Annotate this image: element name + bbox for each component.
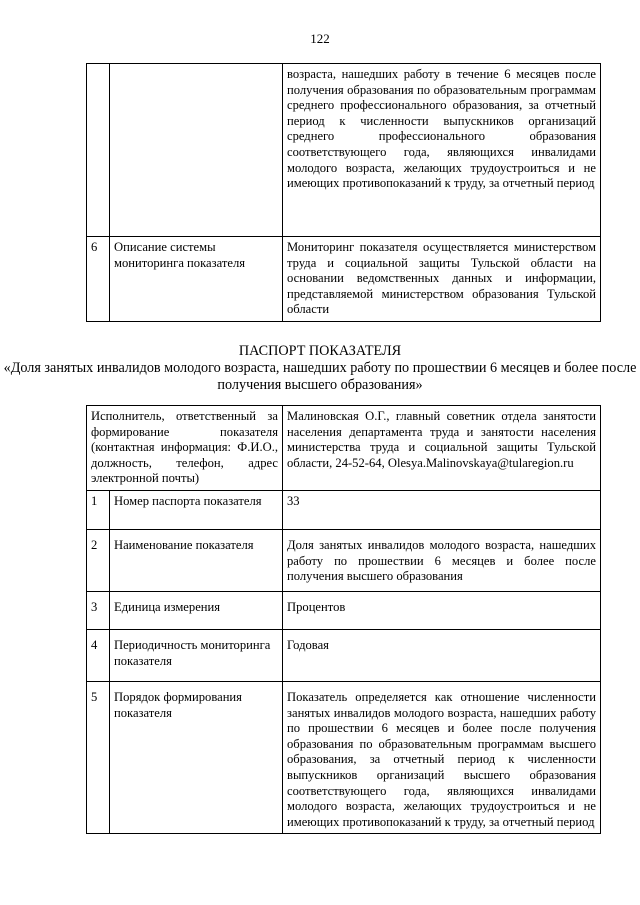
passport-table bbox=[86, 405, 601, 834]
row-label: Порядок формирования показателя bbox=[110, 681, 283, 833]
row-value: Процентов bbox=[283, 591, 601, 629]
table-row bbox=[87, 529, 601, 591]
row-label: Единица измерения bbox=[110, 591, 283, 629]
row-value: Доля занятых инвалидов молодого возраста, нашедших работу по прошествии 6 месяцев и более после получения высшего образования bbox=[283, 529, 601, 591]
page-number: 122 bbox=[310, 31, 330, 46]
row-label: Наименование показателя bbox=[110, 529, 283, 591]
passport-title: ПАСПОРТ ПОКАЗАТЕЛЯ bbox=[238, 343, 402, 359]
row-number-cell bbox=[87, 64, 110, 237]
row-value: Мониторинг показателя осуществляется министерством труда и социальной защиты Тульской области на основании ведомственных данных и информации, представляемой министерством образования Тульской области bbox=[283, 237, 601, 322]
table-row bbox=[87, 591, 601, 629]
table-row bbox=[87, 629, 601, 681]
passport-subtitle: «Доля занятых инвалидов молодого возраста, нашедших работу по прошествии 6 месяцев и более после получения высшего образования» bbox=[3, 360, 637, 393]
indicator-table-continued bbox=[86, 63, 601, 322]
row-number: 5 bbox=[87, 681, 110, 833]
table-row bbox=[87, 64, 601, 237]
row-label-cell bbox=[110, 64, 283, 237]
row-value: Годовая bbox=[283, 629, 601, 681]
row-number: 1 bbox=[87, 490, 110, 529]
row-number: 2 bbox=[87, 529, 110, 591]
continuation-text: возраста, нашедших работу в течение 6 месяцев после получения образования по образовательным программам среднего профессионального образования, за отчетный период к численности выпускников организаций среднего профессионального образования соответствующего года, являющихся инвалидами молодого возраста, желающих трудоустроиться и не имеющих противопоказаний к труду, за отчетный период bbox=[283, 64, 601, 237]
row-label: Описание системы мониторинга показателя bbox=[110, 237, 283, 322]
row-label: Периодичность мониторинга показателя bbox=[110, 629, 283, 681]
executor-row bbox=[87, 406, 601, 491]
executor-label: Исполнитель, ответственный за формирование показателя (контактная информация: Ф.И.О., должность, телефон, адрес электронной почты) bbox=[87, 406, 283, 491]
table-row bbox=[87, 237, 601, 322]
table-row bbox=[87, 681, 601, 833]
passport-heading bbox=[0, 343, 640, 394]
row-number: 3 bbox=[87, 591, 110, 629]
row-value: Показатель определяется как отношение численности занятых инвалидов молодого возраста, нашедших работу по прошествии 6 месяцев и более после получения образования по образовательным программам высшего образования, за отчетный период к численности выпускников организаций высшего образования соответствующего года, являющихся инвалидами молодого возраста, желающих трудоустроиться и не имеющих противопоказаний к труду, за отчетный период bbox=[283, 681, 601, 833]
row-number: 6 bbox=[87, 237, 110, 322]
table-row bbox=[87, 490, 601, 529]
row-label: Номер паспорта показателя bbox=[110, 490, 283, 529]
executor-value: Малиновская О.Г., главный советник отдела занятости населения департамента труда и занятости населения министерства труда и социальной защиты Тульской области, 24-52-64, Olesya.Malinovskaya@tularegion.ru bbox=[283, 406, 601, 491]
row-number: 4 bbox=[87, 629, 110, 681]
row-value: 33 bbox=[283, 490, 601, 529]
